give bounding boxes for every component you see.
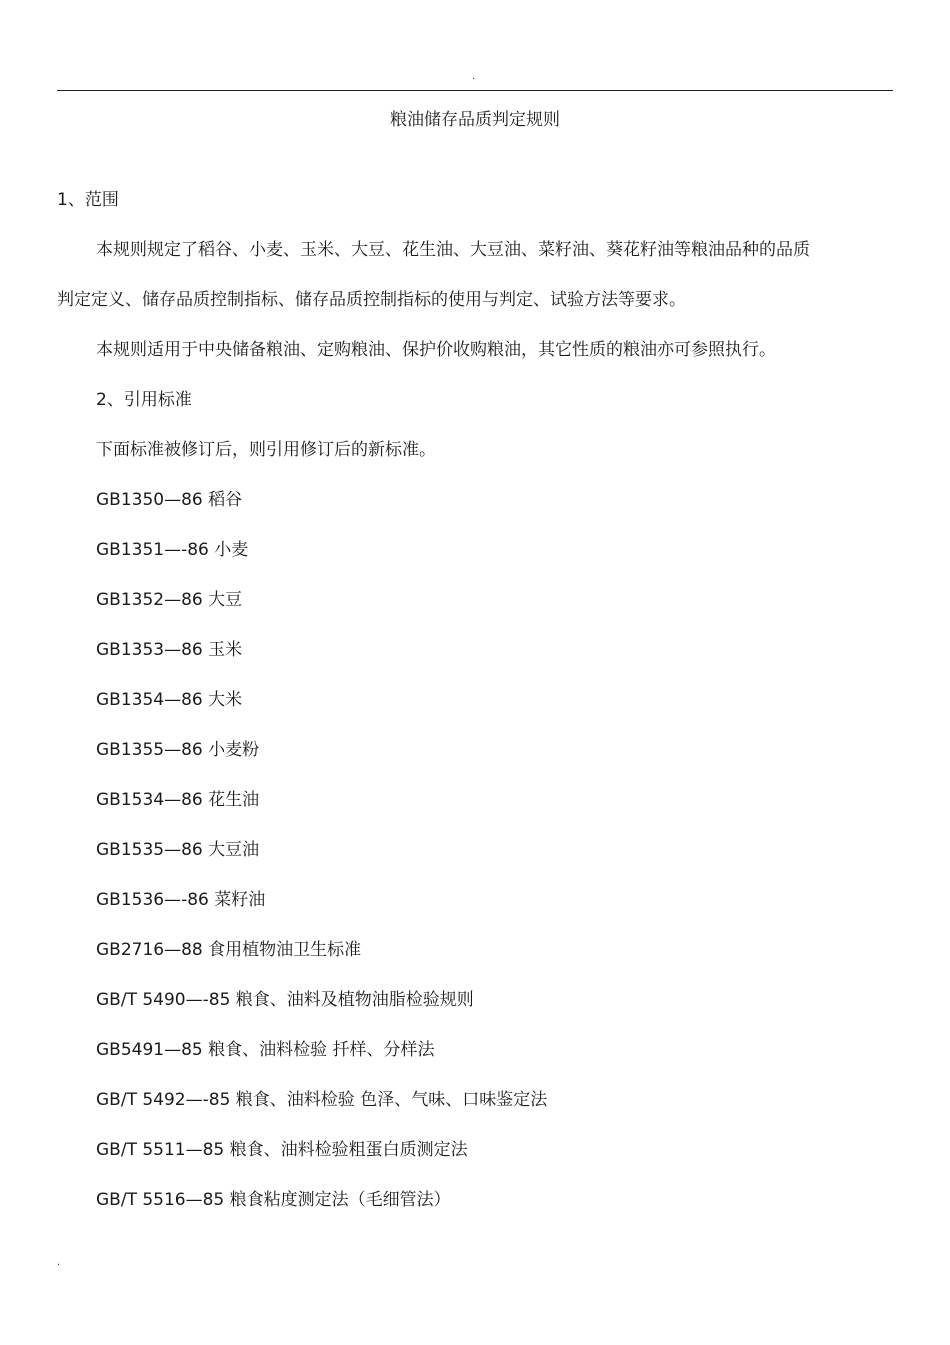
standard-item: GB1536—-86 菜籽油 bbox=[96, 890, 266, 910]
applicability-paragraph: 本规则适用于中央储备粮油、定购粮油、保护价收购粮油，其它性质的粮油亦可参照执行。 bbox=[96, 340, 776, 360]
standard-item: GB1534—86 花生油 bbox=[96, 790, 260, 810]
standard-item: GB1351—-86 小麦 bbox=[96, 540, 249, 560]
standard-item: GB/T 5492—-85 粮食、油料检验 色泽、气味、口味鉴定法 bbox=[96, 1090, 548, 1110]
header-mark: . bbox=[472, 71, 476, 82]
references-intro: 下面标准被修订后，则引用修订后的新标准。 bbox=[96, 440, 436, 460]
scope-paragraph-line-2: 判定定义、储存品质控制指标、储存品质控制指标的使用与判定、试验方法等要求。 bbox=[57, 290, 686, 310]
standard-item: GB1535—86 大豆油 bbox=[96, 840, 260, 860]
standard-item: GB/T 5516—85 粮食粘度测定法（毛细管法） bbox=[96, 1190, 451, 1210]
standard-item: GB/T 5490—-85 粮食、油料及植物油脂检验规则 bbox=[96, 990, 474, 1010]
header-rule bbox=[57, 90, 893, 91]
standard-item: GB1352—86 大豆 bbox=[96, 590, 243, 610]
scope-paragraph-line-1: 本规则规定了稻谷、小麦、玉米、大豆、花生油、大豆油、菜籽油、葵花籽油等粮油品种的品质 bbox=[96, 240, 810, 260]
standard-item: GB1350—86 稻谷 bbox=[96, 490, 243, 510]
standard-item: GB1354—86 大米 bbox=[96, 690, 243, 710]
standard-item: GB/T 5511—85 粮食、油料检验粗蛋白质测定法 bbox=[96, 1140, 468, 1160]
standard-item: GB5491—85 粮食、油料检验 扦样、分样法 bbox=[96, 1040, 435, 1060]
standard-item: GB1353—86 玉米 bbox=[96, 640, 243, 660]
section-2-heading: 2、引用标准 bbox=[96, 390, 192, 410]
footer-mark: . bbox=[57, 1257, 61, 1268]
section-1-heading: 1、范围 bbox=[57, 190, 119, 210]
standard-item: GB2716—88 食用植物油卫生标准 bbox=[96, 940, 362, 960]
standard-item: GB1355—86 小麦粉 bbox=[96, 740, 260, 760]
document-title: 粮油储存品质判定规则 bbox=[390, 110, 560, 130]
